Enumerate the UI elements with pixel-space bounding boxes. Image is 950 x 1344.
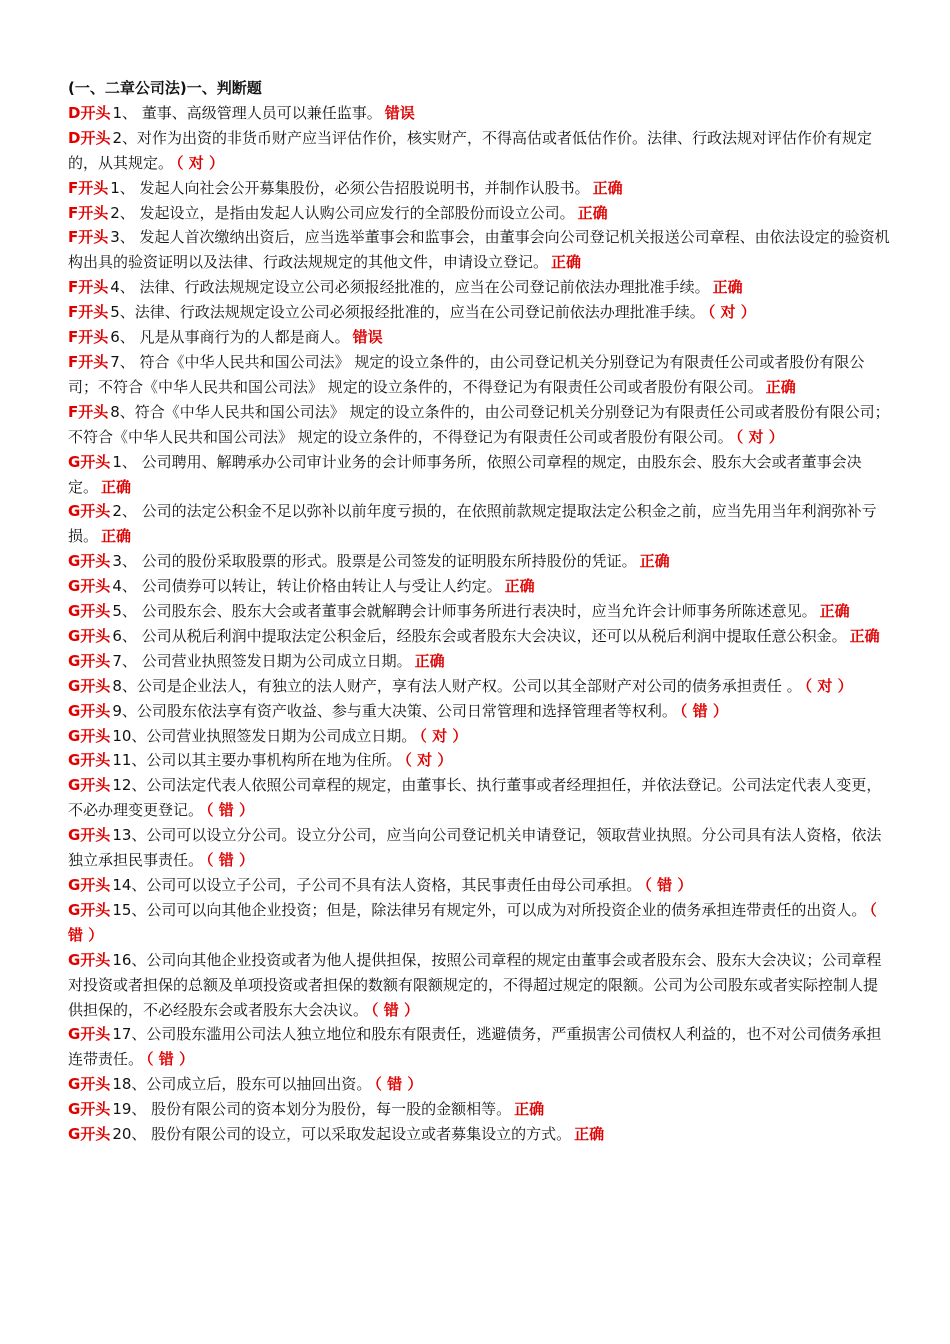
question-item <box>68 101 890 126</box>
question-item <box>68 350 890 400</box>
question-prefix: G开头 <box>68 776 111 795</box>
question-prefix: G开头 <box>68 1125 111 1144</box>
question-item <box>68 126 890 176</box>
question-prefix: G开头 <box>68 626 111 645</box>
answer-label: 正确 <box>592 178 623 197</box>
answer-label: 正确 <box>712 278 743 297</box>
question-item <box>68 1072 890 1097</box>
question-text: 1、 董事、高级管理人员可以兼任监事。 <box>112 103 382 122</box>
question-text: 20、 股份有限公司的设立，可以采取发起设立或者募集设立的方式。 <box>112 1125 572 1144</box>
question-list <box>68 101 890 1147</box>
answer-label: 正确 <box>101 477 132 496</box>
question-prefix: F开头 <box>68 178 109 197</box>
answer-label: （ 对 ） <box>404 751 453 770</box>
question-item <box>68 499 890 549</box>
answer-label: 错误 <box>352 328 383 347</box>
question-prefix: G开头 <box>68 602 111 621</box>
question-item <box>68 400 890 450</box>
question-prefix: G开头 <box>68 701 111 720</box>
question-item <box>68 201 890 226</box>
question-item <box>68 948 890 1023</box>
answer-label: （ 对 ） <box>176 153 224 172</box>
answer-label: （ 错 ） <box>146 1050 194 1069</box>
answer-label: 正确 <box>765 377 796 396</box>
question-text: 4、 公司债券可以转让，转让价格由转让人与受让人约定。 <box>112 577 502 596</box>
question-prefix: G开头 <box>68 452 111 471</box>
question-text: 2、对作为出资的非货币财产应当评估作价，核实财产，不得高估或者低估作价。法律、行政法规对评估作价有规定的，从其规定。 <box>68 128 873 172</box>
question-text: 12、公司法定代表人依照公司章程的规定，由董事长、执行董事或者经理担任，并依法登记。公司法定代表人变更，不必办理变更登记。 <box>68 776 882 820</box>
question-text: 11、公司以其主要办事机构所在地为住所。 <box>112 751 402 770</box>
answer-label: 正确 <box>514 1100 545 1119</box>
question-prefix: G开头 <box>68 552 111 571</box>
question-prefix: G开头 <box>68 651 111 670</box>
question-text: 9、公司股东依法享有资产收益、参与重大决策、公司日常管理和选择管理者等权利。 <box>112 701 677 720</box>
question-item <box>68 1097 890 1122</box>
answer-label: （ 对 ） <box>804 676 853 695</box>
question-text: 8、符合《中华人民共和国公司法》 规定的设立条件的，由公司登记机关分别登记为有限责任公司或者股份有限公司；不符合《中华人民共和国公司法》 规定的设立条件的，不得登记为有限责任公司或者股份有限公司。 <box>68 402 890 446</box>
question-text: 3、 发起人首次缴纳出资后，应当选举董事会和监事会，由董事会向公司登记机关报送公司章程、由依法设定的验资机构出具的验资证明以及法律、行政法规规定的其他文件，申请设立登记。 <box>68 228 890 272</box>
question-item <box>68 898 890 948</box>
question-text: 5、法律、行政法规规定设立公司必须报经批准的，应当在公司登记前依法办理批准手续。 <box>110 303 705 322</box>
question-item <box>68 275 890 300</box>
question-text: 5、 公司股东会、股东大会或者董事会就解聘会计师事务所进行表决时，应当允许会计师事务所陈述意见。 <box>112 602 817 621</box>
question-item <box>68 823 890 873</box>
question-prefix: G开头 <box>68 950 111 969</box>
question-prefix: F开头 <box>68 352 109 371</box>
question-text: 17、公司股东滥用公司法人独立地位和股东有限责任，逃避债务，严重损害公司债权人利益的，也不对公司债务承担连带责任。 <box>68 1025 882 1069</box>
answer-label: （ 错 ） <box>374 1075 423 1094</box>
answer-label: （ 对 ） <box>707 303 756 322</box>
answer-label: 正确 <box>849 626 880 645</box>
answer-label: 正确 <box>504 577 535 596</box>
question-prefix: D开头 <box>68 103 111 122</box>
question-prefix: G开头 <box>68 577 111 596</box>
question-text: 4、 法律、行政法规规定设立公司必须报经批准的，应当在公司登记前依法办理批准手续。 <box>110 278 710 297</box>
question-item <box>68 624 890 649</box>
question-item <box>68 724 890 749</box>
answer-label: 错误 <box>384 103 415 122</box>
answer-label: （ 对 ） <box>735 427 784 446</box>
question-text: 3、 公司的股份采取股票的形式。股票是公司签发的证明股东所持股份的凭证。 <box>112 552 637 571</box>
question-text: 7、 符合《中华人民共和国公司法》 规定的设立条件的，由公司登记机关分别登记为有限责任公司或者股份有限公司；不符合《中华人民共和国公司法》 规定的设立条件的，不得登记为有限责任公司或者股份有限公司。 <box>68 352 865 396</box>
answer-label: （ 对 ） <box>419 726 468 745</box>
question-text: 6、 凡是从事商行为的人都是商人。 <box>110 328 350 347</box>
question-prefix: G开头 <box>68 826 111 845</box>
answer-label: （ 错 ） <box>206 851 254 870</box>
question-prefix: F开头 <box>68 402 109 421</box>
answer-label: 正确 <box>574 1125 605 1144</box>
answer-label: 正确 <box>414 651 445 670</box>
question-item <box>68 574 890 599</box>
question-text: 15、公司可以向其他企业投资；但是，除法律另有规定外，可以成为对所投资企业的债务承担连带责任的出资人。 <box>112 900 867 919</box>
question-prefix: G开头 <box>68 1075 111 1094</box>
question-prefix: G开头 <box>68 726 111 745</box>
question-item <box>68 599 890 624</box>
question-prefix: F开头 <box>68 228 109 247</box>
question-text: 18、公司成立后，股东可以抽回出资。 <box>112 1075 372 1094</box>
question-item <box>68 873 890 898</box>
document-page <box>68 76 890 1147</box>
question-prefix: G开头 <box>68 676 111 695</box>
question-prefix: G开头 <box>68 751 111 770</box>
question-item <box>68 325 890 350</box>
question-text: 14、公司可以设立子公司，子公司不具有法人资格，其民事责任由母公司承担。 <box>112 876 642 894</box>
answer-label: 正确 <box>551 253 582 272</box>
question-text: 10、公司营业执照签发日期为公司成立日期。 <box>112 726 417 745</box>
answer-label: （ 错 ） <box>644 876 693 894</box>
question-text: 16、公司向其他企业投资或者为他人提供担保，按照公司章程的规定由董事会或者股东会、股东大会决议；公司章程对投资或者担保的总额及单项投资或者担保的数额有限额规定的，不得超过规定的限额。公司为公司股东或者实际控制人提供担保的，不必经股东会或者股东大会决议。 <box>68 950 882 1019</box>
question-prefix: F开头 <box>68 303 109 322</box>
question-item <box>68 1022 890 1072</box>
question-text: 6、 公司从税后利润中提取法定公积金后，经股东会或者股东大会决议，还可以从税后利润中提取任意公积金。 <box>112 626 847 645</box>
question-item <box>68 176 890 201</box>
question-prefix: G开头 <box>68 502 111 521</box>
question-text: 13、公司可以设立分公司。设立分公司，应当向公司登记机关申请登记，领取营业执照。分公司具有法人资格，依法独立承担民事责任。 <box>68 826 882 870</box>
question-prefix: G开头 <box>68 1100 111 1119</box>
question-item <box>68 773 890 823</box>
answer-label: （ 错 ） <box>371 1000 419 1019</box>
question-item <box>68 300 890 325</box>
question-item <box>68 674 890 699</box>
question-text: 8、公司是企业法人，有独立的法人财产，享有法人财产权。公司以其全部财产对公司的债务承担责任 。 <box>112 676 802 695</box>
answer-label: 正确 <box>639 552 670 571</box>
question-item <box>68 748 890 773</box>
question-prefix: F开头 <box>68 203 109 222</box>
answer-label: （ 错 ） <box>68 900 877 944</box>
question-item <box>68 549 890 574</box>
question-prefix: F开头 <box>68 278 109 297</box>
question-item <box>68 699 890 724</box>
question-prefix: D开头 <box>68 128 111 147</box>
question-prefix: G开头 <box>68 900 111 919</box>
question-prefix: F开头 <box>68 328 109 347</box>
question-item <box>68 649 890 674</box>
question-text: 19、 股份有限公司的资本划分为股份，每一股的金额相等。 <box>112 1100 512 1119</box>
question-item <box>68 225 890 275</box>
answer-label: 正确 <box>577 203 608 222</box>
question-prefix: G开头 <box>68 876 111 894</box>
question-text: 2、 发起设立，是指由发起人认购公司应发行的全部股份而设立公司。 <box>110 203 575 222</box>
question-text: 7、 公司营业执照签发日期为公司成立日期。 <box>112 651 412 670</box>
answer-label: 正确 <box>819 602 850 621</box>
question-text: 2、 公司的法定公积金不足以弥补以前年度亏损的，在依照前款规定提取法定公积金之前，应当先用当年利润弥补亏损。 <box>68 502 877 546</box>
answer-label: （ 错 ） <box>679 701 728 720</box>
question-prefix: G开头 <box>68 1025 111 1044</box>
question-text: 1、 公司聘用、解聘承办公司审计业务的会计师事务所，依照公司章程的规定，由股东会、股东大会或者董事会决定。 <box>68 452 862 496</box>
question-item <box>68 1122 890 1147</box>
question-item <box>68 450 890 500</box>
answer-label: （ 错 ） <box>206 801 254 820</box>
question-text: 1、 发起人向社会公开募集股份，必须公告招股说明书，并制作认股书。 <box>110 178 590 197</box>
section-heading: (一、二章公司法)一、判断题 <box>68 79 262 97</box>
answer-label: 正确 <box>101 527 132 546</box>
